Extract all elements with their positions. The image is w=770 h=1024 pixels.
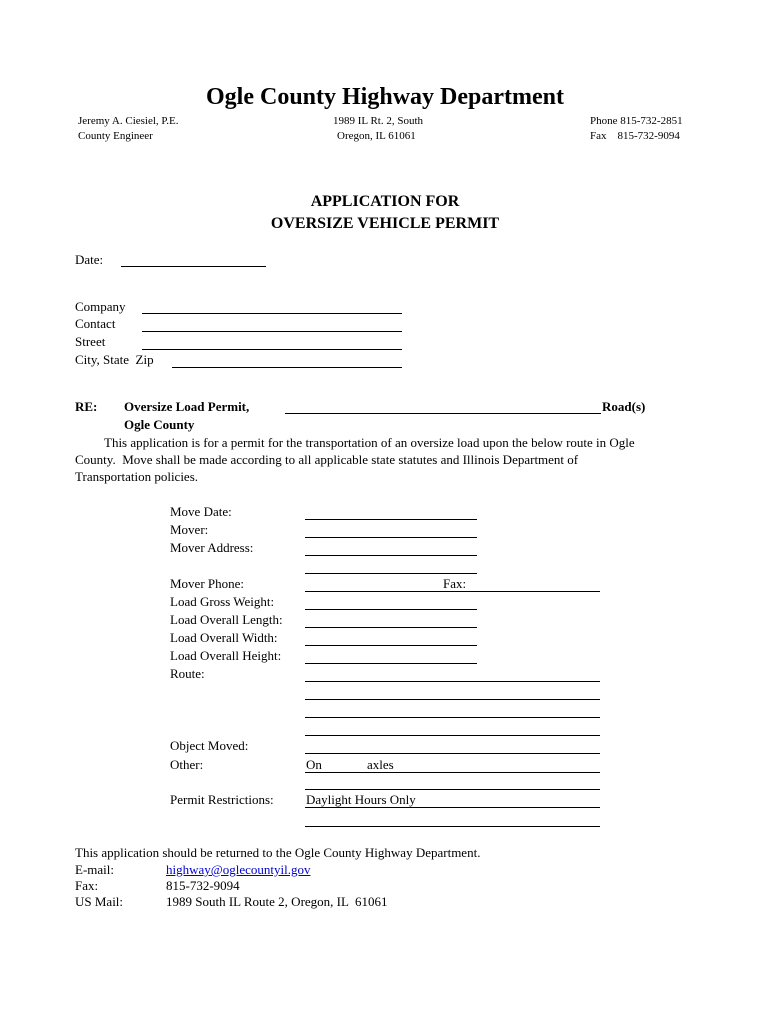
company-label: Company xyxy=(75,299,126,314)
email-link[interactable]: highway@oglecountyil.gov xyxy=(166,862,311,877)
mover-phone-label: Mover Phone: xyxy=(170,576,245,591)
route-field-4[interactable] xyxy=(305,735,600,736)
mover-label: Mover: xyxy=(170,522,209,537)
route-label: Route: xyxy=(170,666,205,681)
engineer-title: County Engineer xyxy=(78,130,153,142)
re-county: Ogle County xyxy=(124,417,195,432)
re-permit-type: Oversize Load Permit, xyxy=(124,399,250,414)
permit-restrictions-label: Permit Restrictions: xyxy=(170,792,274,807)
city-state-zip-field[interactable] xyxy=(172,367,402,368)
overall-width-field[interactable] xyxy=(305,645,477,646)
address-line1: 1989 IL Rt. 2, South xyxy=(333,115,424,127)
route-field-2[interactable] xyxy=(305,699,600,700)
mover-phone-fax-field[interactable] xyxy=(305,591,600,592)
gross-weight-field[interactable] xyxy=(305,609,477,610)
route-field-1[interactable] xyxy=(305,681,600,682)
address-line2: Oregon, IL 61061 xyxy=(337,130,416,142)
footer-fax-label: Fax: xyxy=(75,878,99,893)
street-label: Street xyxy=(75,334,106,349)
roads-field[interactable] xyxy=(285,413,601,414)
roads-label: Road(s) xyxy=(602,399,646,414)
overall-length-field[interactable] xyxy=(305,627,477,628)
overall-length-label: Load Overall Length: xyxy=(170,612,283,627)
date-field[interactable] xyxy=(121,266,266,267)
gross-weight-label: Load Gross Weight: xyxy=(170,594,275,609)
object-moved-label: Object Moved: xyxy=(170,738,249,753)
date-label: Date: xyxy=(75,252,104,267)
overall-height-label: Load Overall Height: xyxy=(170,648,282,663)
engineer-name: Jeremy A. Ciesiel, P.E. xyxy=(78,115,179,127)
move-date-label: Move Date: xyxy=(170,504,232,519)
intro-line-3: Transportation policies. xyxy=(75,469,199,484)
contact-field[interactable] xyxy=(142,331,402,332)
mail-address: 1989 South IL Route 2, Oregon, IL 61061 xyxy=(166,894,388,909)
re-label: RE: xyxy=(75,399,98,414)
department-title: Ogle County Highway Department xyxy=(206,84,564,110)
fax-label: Fax: xyxy=(443,576,467,591)
move-date-field[interactable] xyxy=(305,519,477,520)
form-title-line1: APPLICATION FOR xyxy=(310,193,460,210)
return-note: This application should be returned to the Ogle County Highway Department. xyxy=(75,845,481,860)
footer-fax-value: 815-732-9094 xyxy=(166,878,240,893)
company-field[interactable] xyxy=(142,313,402,314)
mail-label: US Mail: xyxy=(75,894,124,909)
restrictions-field-2[interactable] xyxy=(305,826,600,827)
permit-restrictions-value: Daylight Hours Only xyxy=(306,792,416,807)
other-axles-text: axles xyxy=(367,757,394,772)
intro-line-2: County. Move shall be made according to all applicable state statutes and Illinois Department of xyxy=(75,452,579,467)
other-label: Other: xyxy=(170,757,204,772)
restrictions-field-1[interactable] xyxy=(305,807,600,808)
form-title-line2: OVERSIZE VEHICLE PERMIT xyxy=(270,215,500,232)
object-moved-field[interactable] xyxy=(305,753,600,754)
mover-address-field-1[interactable] xyxy=(305,555,477,556)
mover-address-field-2[interactable] xyxy=(305,573,477,574)
contact-label: Contact xyxy=(75,316,116,331)
route-field-3[interactable] xyxy=(305,717,600,718)
phone-number: Phone 815-732-2851 xyxy=(590,115,683,127)
intro-line-1: This application is for a permit for the transportation of an oversize load upon the below route in Ogle xyxy=(104,435,635,450)
overall-width-label: Load Overall Width: xyxy=(170,630,278,645)
mover-address-label: Mover Address: xyxy=(170,540,254,555)
email-label: E-mail: xyxy=(75,862,114,877)
other-field-2[interactable] xyxy=(305,789,600,790)
street-field[interactable] xyxy=(142,349,402,350)
overall-height-field[interactable] xyxy=(305,663,477,664)
other-on-text: On xyxy=(306,757,322,772)
other-field-1[interactable] xyxy=(305,772,600,773)
fax-number: Fax 815-732-9094 xyxy=(590,130,680,142)
city-state-zip-label: City, State Zip xyxy=(75,352,154,367)
mover-field[interactable] xyxy=(305,537,477,538)
